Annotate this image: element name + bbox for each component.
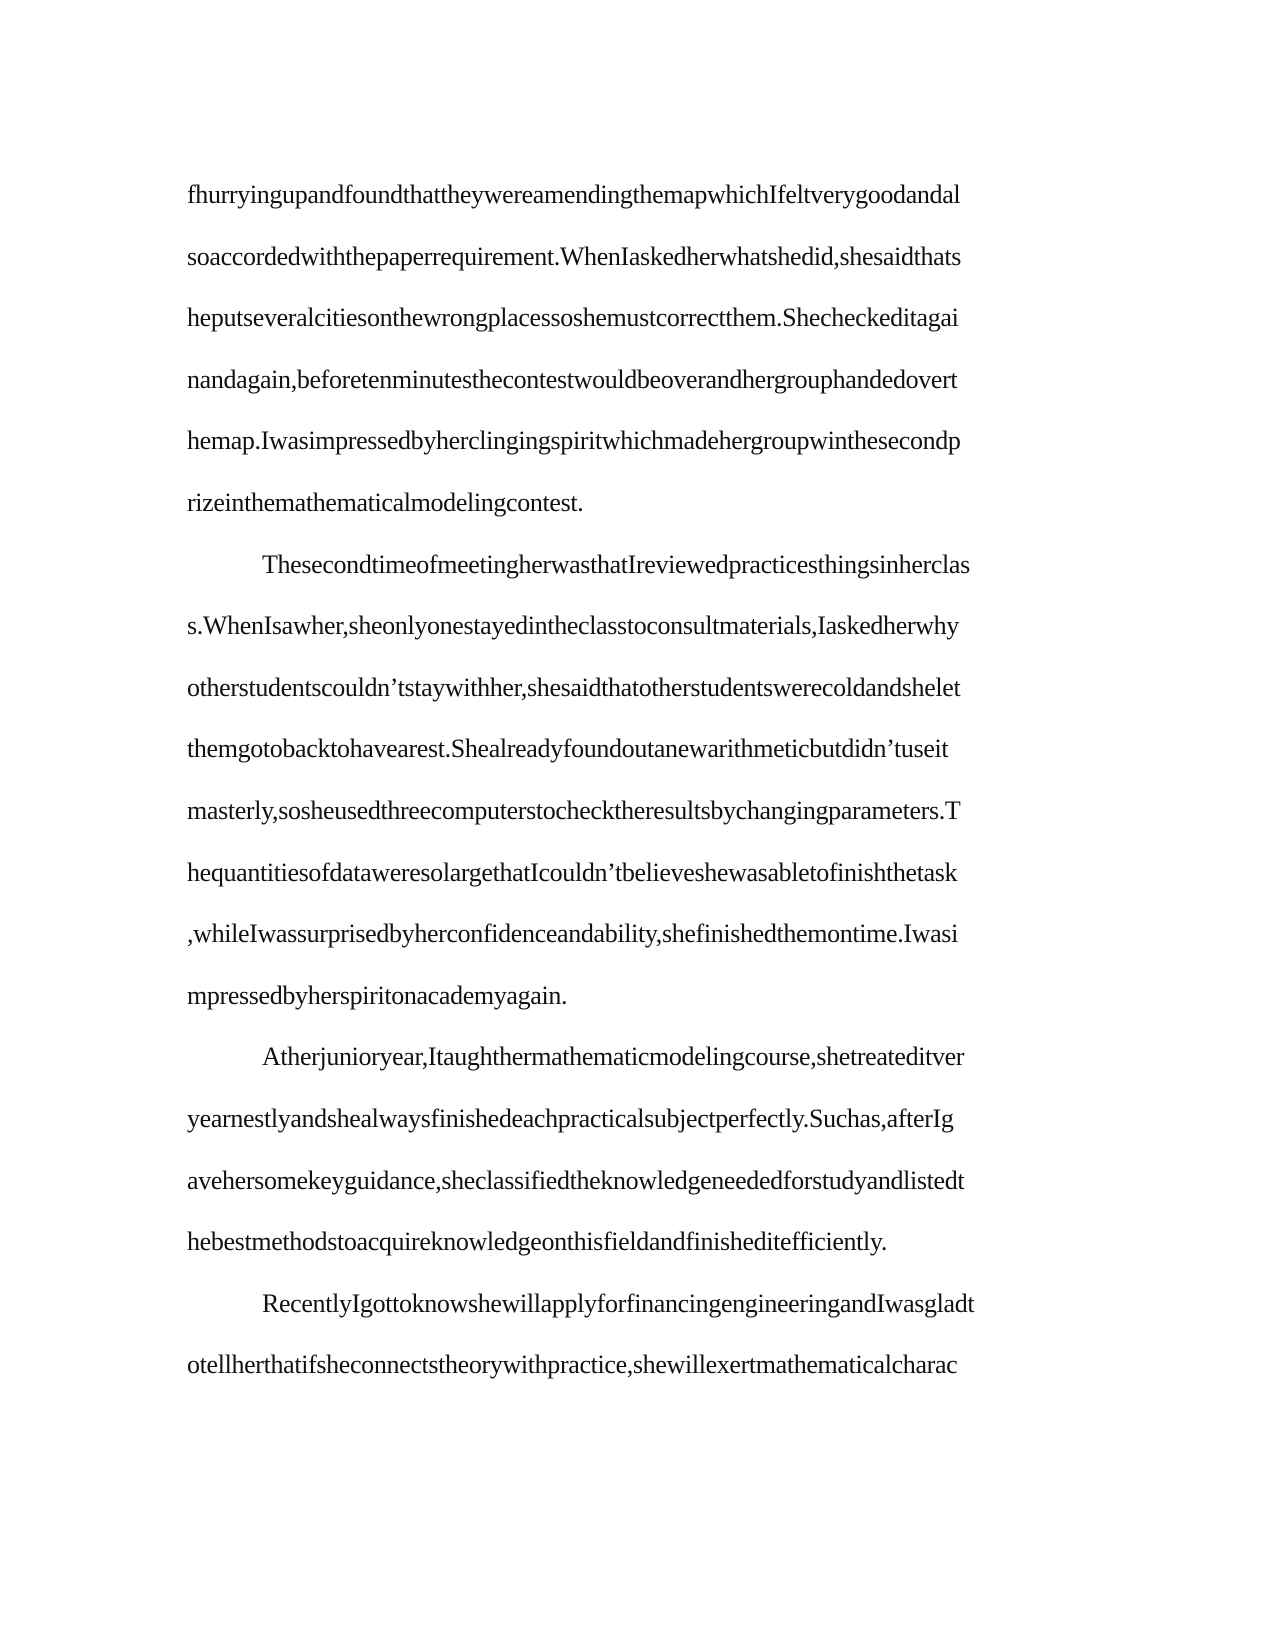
text-line: hebestmethodstoacquireknowledgeonthisfieldandfinisheditefficiently.	[187, 1227, 888, 1257]
text-line: themgotobacktohavearest.Shealreadyfoundoutanewarithmeticbutdidn’tuseit	[187, 734, 949, 764]
paragraph-first-line: RecentlyIgottoknowshewillapplyforfinancingengineeringandIwasgladt	[262, 1288, 975, 1318]
text-line: rizeinthemathematicalmodelingcontest.	[187, 487, 584, 517]
body-text	[187, 164, 1087, 1396]
text-line: yearnestlyandshealwaysfinishedeachpracticalsubjectperfectly.Suchas,afterIg	[187, 1103, 954, 1133]
text-line: otellherthatifsheconnectstheorywithpractice,shewillexertmathematicalcharac	[187, 1350, 958, 1380]
text-line: ,whileIwassurprisedbyherconfidenceandability,shefinishedthemontime.Iwasi	[187, 919, 958, 949]
text-line: masterly,sosheusedthreecomputerstochecktheresultsbychangingparameters.T	[187, 795, 961, 825]
text-line: avehersomekeyguidance,sheclassifiedtheknowledgeneededforstudyandlistedt	[187, 1165, 965, 1195]
text-line: fhurryingupandfoundthattheywereamendingthemapwhichIfeltverygoodandal	[187, 180, 961, 209]
text-line: hemap.Iwasimpressedbyherclingingspiritwhichmadehergroupwinthesecondp	[187, 426, 961, 456]
text-line: soaccordedwiththepaperrequirement.WhenIaskedherwhatshedid,shesaidthats	[187, 241, 961, 271]
paragraph-first-line: ThesecondtimeofmeetingherwasthatIreviewedpracticesthingsinherclas	[262, 549, 970, 579]
paragraph-first-line: Atherjunioryear,Itaughthermathematicmodelingcourse,shetreateditver	[262, 1042, 965, 1072]
text-line: otherstudentscouldn’tstaywithher,shesaidthatotherstudentswerecoldandshelet	[187, 672, 961, 702]
text-line: hequantitiesofdataweresolargethatIcouldn’tbelieveshewasabletofinishthetask	[187, 857, 958, 887]
text-line: heputseveralcitiesonthewrongplacessoshemustcorrectthem.Shecheckeditagai	[187, 303, 959, 333]
text-line: mpressedbyherspiritonacademyagain.	[187, 980, 568, 1010]
text-line: nandagain,beforetenminutesthecontestwouldbeoverandhergrouphandedovert	[187, 364, 958, 394]
text-line: s.WhenIsawher,sheonlyonestayedintheclasstoconsultmaterials,Iaskedherwhy	[187, 611, 959, 641]
